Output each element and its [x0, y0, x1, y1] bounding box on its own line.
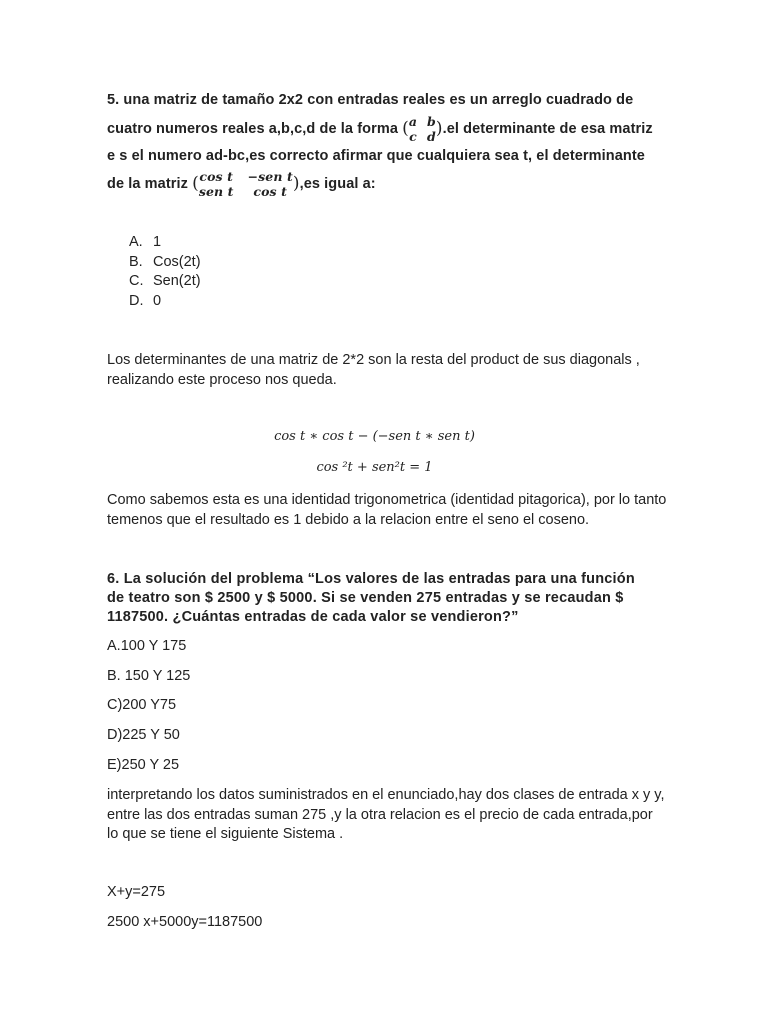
question-5-line-2-start: cuatro numeros reales a,b,c,d de la forma	[107, 120, 403, 137]
question-5-line-4-end: ,es igual a:	[299, 175, 376, 192]
option-text: Cos(2t)	[153, 253, 201, 270]
question-5-line-1: 5. una matriz de tamaño 2x2 con entradas reales es un arreglo cuadrado de	[107, 92, 634, 108]
explanation-5-paragraph-2: Como sabemos esta es una identidad trigonometrica (identidad pitagorica), por lo tanto temenos que el resultado es 1 debido a la relacion entre el seno el coseno.	[107, 492, 667, 528]
answer-b: B. 150 Y 125	[107, 668, 191, 684]
question-5-line-4	[107, 169, 667, 199]
option-letter: B.	[129, 253, 143, 270]
answer-e: E)250 Y 25	[107, 757, 180, 773]
matrix-trig-cell-b: −sen t	[247, 169, 293, 184]
answer-a: A.100 Y 175	[107, 638, 187, 654]
matrix-trig-cell-c: sen t	[198, 184, 234, 199]
option-letter: A.	[129, 234, 143, 250]
option-d	[129, 292, 201, 312]
matrix-close-paren: )	[435, 117, 443, 138]
answer-c: C)200 Y75	[107, 697, 177, 713]
matrix-trig-cell-a: cos t	[199, 169, 234, 184]
question-5-line-3: e s el numero ad-bc,es correcto afirmar que cualquiera sea t, el determinante	[107, 147, 645, 164]
matrix-cell-d: d	[427, 128, 436, 144]
option-text: 1	[153, 234, 162, 250]
option-letter: C.	[129, 273, 144, 289]
explanation-6-paragraph: interpretando los datos suministrados en el enunciado,hay dos clases de entrada x y y, entre las dos entradas suman 275 ,y la otra relacion es el precio de cada entrada,por lo que se tiene el siguiente Sistema .	[107, 787, 665, 842]
question-5-options	[129, 233, 201, 311]
equation-identity: cos ²t + sen²t = 1	[316, 460, 433, 475]
option-b	[129, 253, 201, 273]
matrix-trig-close-paren: )	[292, 173, 300, 194]
system-equation-1: X+y=275	[107, 884, 166, 900]
matrix-trig	[192, 169, 299, 199]
matrix-cell-a: a	[408, 113, 418, 129]
matrix-abcd-cells	[409, 114, 436, 144]
option-letter: D.	[129, 292, 144, 309]
matrix-trig-cell-d: cos t	[253, 184, 288, 199]
explanation-5-paragraph-1: Los determinantes de una matriz de 2*2 son la resta del product de sus diagonals , realizando este proceso nos queda.	[107, 352, 640, 388]
matrix-cell-c: c	[409, 128, 417, 144]
option-c	[129, 272, 201, 292]
question-5-line-4-start: de la matriz	[107, 175, 193, 192]
matrix-abcd	[402, 114, 443, 144]
option-a	[129, 233, 201, 253]
matrix-open-paren: (	[402, 117, 409, 138]
matrix-trig-open-paren: (	[192, 173, 199, 194]
question-6: 6. La solución del problema “Los valores de las entradas para una función de teatro son $ 2500 y $ 5000. Si se venden 275 entradas y se recaudan $ 1187500. ¿Cuántas entradas de cada valor se vendieron?”	[107, 571, 635, 625]
option-text: 0	[153, 292, 162, 309]
question-5-line-2	[107, 114, 667, 144]
option-text: Sen(2t)	[153, 273, 201, 289]
matrix-trig-cells	[199, 169, 293, 199]
answer-d: D)225 Y 50	[107, 727, 180, 743]
system-equation-2: 2500 x+5000y=1187500	[107, 914, 263, 930]
question-5-line-2-end: .el determinante de esa matriz	[442, 120, 653, 137]
equation-determinant: cos t ∗ cos t − (−sen t ∗ sen t)	[274, 429, 475, 444]
question-5	[107, 88, 667, 199]
matrix-cell-b: b	[427, 113, 436, 129]
